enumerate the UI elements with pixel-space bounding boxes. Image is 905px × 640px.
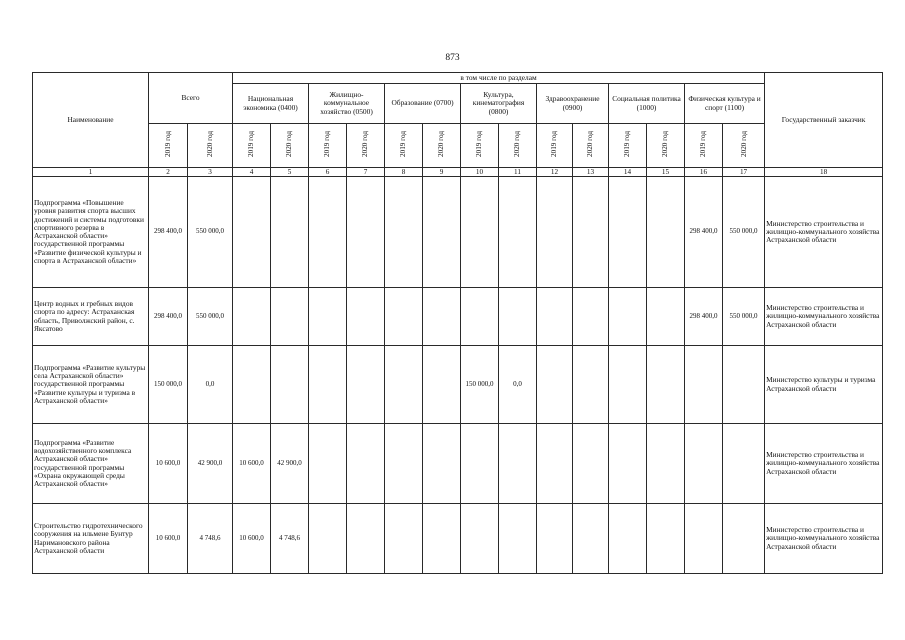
section-header: Физическая культура и спорт (1100) — [685, 84, 765, 124]
year-header-cell — [149, 124, 188, 168]
value-cell — [423, 346, 461, 424]
value-cell: 10 600,0 — [233, 424, 271, 504]
year-header-cell — [685, 124, 723, 168]
year-label: 2020 год — [205, 131, 214, 158]
value-cell — [573, 424, 609, 504]
column-number-cell: 12 — [537, 168, 573, 177]
year-header-cell — [423, 124, 461, 168]
value-cell — [723, 424, 765, 504]
value-cell — [385, 177, 423, 288]
value-cell: 0,0 — [499, 346, 537, 424]
value-cell — [233, 346, 271, 424]
year-header-cell — [309, 124, 347, 168]
column-number-cell: 18 — [765, 168, 883, 177]
value-cell — [347, 346, 385, 424]
value-cell: 298 400,0 — [149, 177, 188, 288]
customer-cell: Министерство строительства и жилищно-коммунального хозяйства Астраханской области — [765, 177, 883, 288]
value-cell: 298 400,0 — [685, 177, 723, 288]
value-cell — [309, 288, 347, 346]
value-cell — [685, 424, 723, 504]
value-cell: 550 000,0 — [188, 288, 233, 346]
row-name-cell: Подпрограмма «Развитие культуры села Астраханской области» государственной программы «Развитие культуры и туризма в Астраханской области» — [33, 346, 149, 424]
year-header-cell — [537, 124, 573, 168]
value-cell — [385, 504, 423, 574]
value-cell — [461, 288, 499, 346]
value-cell — [461, 177, 499, 288]
value-cell — [499, 424, 537, 504]
budget-table — [32, 72, 883, 574]
value-cell — [609, 177, 647, 288]
value-cell — [309, 504, 347, 574]
value-cell — [647, 177, 685, 288]
year-header-cell — [723, 124, 765, 168]
value-cell — [271, 177, 309, 288]
value-cell: 150 000,0 — [149, 346, 188, 424]
value-cell: 10 600,0 — [149, 504, 188, 574]
value-cell — [573, 504, 609, 574]
value-cell: 4 748,6 — [188, 504, 233, 574]
value-cell — [647, 504, 685, 574]
table-row — [33, 288, 883, 346]
value-cell: 150 000,0 — [461, 346, 499, 424]
row-name-cell: Подпрограмма «Развитие водохозяйственного комплекса Астраханской области» государственной программы «Охрана окружающей среды Астраханской области» — [33, 424, 149, 504]
year-label: 2019 год — [163, 131, 172, 158]
year-header-cell — [499, 124, 537, 168]
header-sections-group: в том числе по разделам — [233, 73, 765, 84]
section-header: Социальная политика (1000) — [609, 84, 685, 124]
value-cell — [685, 504, 723, 574]
value-cell — [647, 346, 685, 424]
value-cell: 42 900,0 — [271, 424, 309, 504]
value-cell — [609, 346, 647, 424]
value-cell — [271, 346, 309, 424]
value-cell: 550 000,0 — [188, 177, 233, 288]
year-label: 2020 год — [586, 131, 595, 158]
value-cell — [385, 288, 423, 346]
column-number-cell: 11 — [499, 168, 537, 177]
table-row — [33, 177, 883, 288]
value-cell — [647, 424, 685, 504]
year-label: 2020 год — [661, 131, 670, 158]
year-label: 2020 год — [513, 131, 522, 158]
year-header-cell — [271, 124, 309, 168]
value-cell: 42 900,0 — [188, 424, 233, 504]
year-header-cell — [609, 124, 647, 168]
customer-cell: Министерство строительства и жилищно-коммунального хозяйства Астраханской области — [765, 288, 883, 346]
value-cell: 4 748,6 — [271, 504, 309, 574]
year-label: 2019 год — [247, 131, 256, 158]
row-name-cell: Центр водных и гребных видов спорта по адресу: Астраханская область, Приволжский район, с. Яксатово — [33, 288, 149, 346]
value-cell — [499, 177, 537, 288]
value-cell — [573, 346, 609, 424]
table-body — [33, 177, 883, 574]
value-cell: 298 400,0 — [149, 288, 188, 346]
table-row — [33, 504, 883, 574]
value-cell — [309, 346, 347, 424]
value-cell — [537, 424, 573, 504]
year-label: 2020 год — [437, 131, 446, 158]
year-header-cell — [573, 124, 609, 168]
value-cell — [685, 346, 723, 424]
value-cell — [537, 346, 573, 424]
value-cell — [499, 288, 537, 346]
value-cell — [385, 424, 423, 504]
section-header: Культура, кинематография (0800) — [461, 84, 537, 124]
column-number-cell: 14 — [609, 168, 647, 177]
value-cell — [347, 288, 385, 346]
section-header: Жилищно-коммунальное хозяйство (0500) — [309, 84, 385, 124]
value-cell — [423, 424, 461, 504]
section-header: Национальная экономика (0400) — [233, 84, 309, 124]
value-cell — [461, 504, 499, 574]
customer-cell: Министерство строительства и жилищно-коммунального хозяйства Астраханской области — [765, 504, 883, 574]
value-cell — [537, 504, 573, 574]
value-cell — [423, 288, 461, 346]
value-cell — [537, 177, 573, 288]
value-cell — [309, 424, 347, 504]
year-header-cell — [461, 124, 499, 168]
header-total: Всего — [149, 73, 233, 124]
value-cell: 0,0 — [188, 346, 233, 424]
customer-cell: Министерство строительства и жилищно-коммунального хозяйства Астраханской области — [765, 424, 883, 504]
value-cell — [347, 504, 385, 574]
value-cell — [647, 288, 685, 346]
table-row — [33, 346, 883, 424]
table-row — [33, 424, 883, 504]
column-number-row — [33, 168, 883, 177]
value-cell — [309, 177, 347, 288]
section-header: Здравоохранение (0900) — [537, 84, 609, 124]
year-label: 2019 год — [399, 131, 408, 158]
column-number-cell: 15 — [647, 168, 685, 177]
column-number-cell: 5 — [271, 168, 309, 177]
year-label: 2020 год — [361, 131, 370, 158]
year-header-cell — [233, 124, 271, 168]
value-cell: 298 400,0 — [685, 288, 723, 346]
value-cell — [385, 346, 423, 424]
value-cell — [723, 346, 765, 424]
column-number-cell: 6 — [309, 168, 347, 177]
year-label: 2020 год — [739, 131, 748, 158]
column-number-cell: 8 — [385, 168, 423, 177]
value-cell — [423, 504, 461, 574]
value-cell — [573, 177, 609, 288]
value-cell: 10 600,0 — [149, 424, 188, 504]
year-label: 2019 год — [323, 131, 332, 158]
value-cell — [573, 288, 609, 346]
year-header-row — [33, 124, 883, 168]
column-number-cell: 17 — [723, 168, 765, 177]
column-number-cell: 1 — [33, 168, 149, 177]
customer-cell: Министерство культуры и туризма Астраханской области — [765, 346, 883, 424]
column-number-cell: 2 — [149, 168, 188, 177]
value-cell — [461, 424, 499, 504]
value-cell — [609, 424, 647, 504]
year-header-cell — [385, 124, 423, 168]
value-cell — [347, 177, 385, 288]
year-header-cell — [647, 124, 685, 168]
row-name-cell: Строительство гидротехнического сооружения на ильмене Бунтур Наримановского района Астраханской области — [33, 504, 149, 574]
year-label: 2019 год — [699, 131, 708, 158]
value-cell — [233, 177, 271, 288]
row-name-cell: Подпрограмма «Повышение уровня развития спорта высших достижений и системы подготовки спортивного резерва в Астраханской области» государственной программы «Развитие физической культуры и спорта в Астраханской области» — [33, 177, 149, 288]
value-cell: 550 000,0 — [723, 288, 765, 346]
column-number-cell: 16 — [685, 168, 723, 177]
column-number-cell: 7 — [347, 168, 385, 177]
value-cell — [423, 177, 461, 288]
year-header-cell — [188, 124, 233, 168]
column-number-cell: 4 — [233, 168, 271, 177]
page-number: 873 — [445, 53, 460, 63]
year-label: 2019 год — [623, 131, 632, 158]
header-name: Наименование — [33, 73, 149, 168]
value-cell — [723, 504, 765, 574]
value-cell: 550 000,0 — [723, 177, 765, 288]
year-header-cell — [347, 124, 385, 168]
year-label: 2019 год — [475, 131, 484, 158]
value-cell — [347, 424, 385, 504]
value-cell — [537, 288, 573, 346]
section-header: Образование (0700) — [385, 84, 461, 124]
header-customer: Государственный заказчик — [765, 73, 883, 168]
column-number-cell: 13 — [573, 168, 609, 177]
value-cell — [609, 504, 647, 574]
value-cell — [609, 288, 647, 346]
year-label: 2020 год — [285, 131, 294, 158]
year-label: 2019 год — [550, 131, 559, 158]
value-cell — [233, 288, 271, 346]
value-cell — [499, 504, 537, 574]
value-cell: 10 600,0 — [233, 504, 271, 574]
column-number-cell: 9 — [423, 168, 461, 177]
value-cell — [271, 288, 309, 346]
column-number-cell: 3 — [188, 168, 233, 177]
column-number-cell: 10 — [461, 168, 499, 177]
